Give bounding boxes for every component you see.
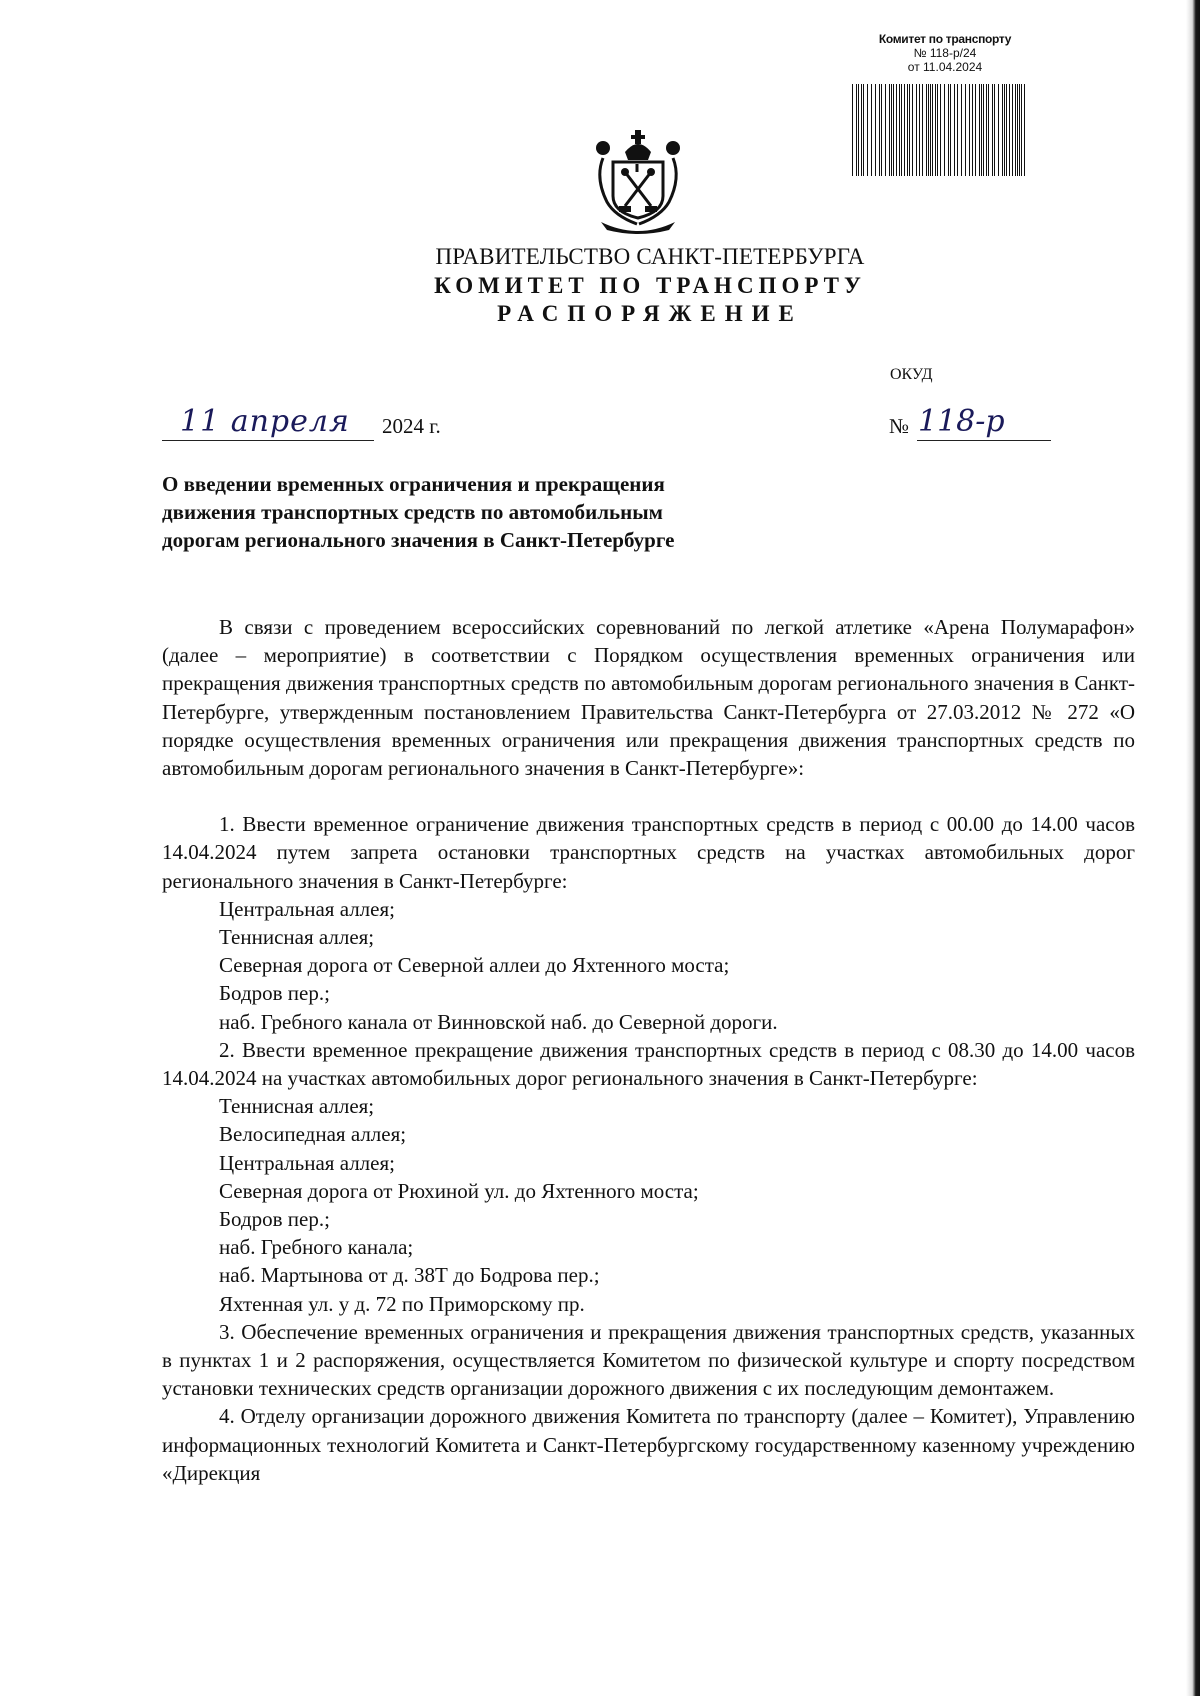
list-item: наб. Гребного канала; xyxy=(219,1235,414,1260)
committee-heading: КОМИТЕТ ПО ТРАНСПОРТУ xyxy=(434,273,866,298)
list-item: Бодров пер.; xyxy=(219,981,330,1006)
item-4-paragraph: 4. Отделу организации дорожного движения Комитета по транспорту (далее – Комитет), Управлению информационных технологий Комитета и Санкт-Петербургскому государственному казенному учреждению «Дирекция xyxy=(162,1404,1135,1485)
stamp-date: от 11.04.2024 xyxy=(907,60,983,74)
list-item: Северная дорога от Северной аллеи до Яхтенного моста; xyxy=(219,953,730,978)
list-item: Яхтенная ул. у д. 72 по Приморскому пр. xyxy=(219,1291,585,1316)
list-item: Центральная аллея; xyxy=(219,1150,395,1175)
preamble-paragraph: В связи с проведением всероссийских соревнований по легкой атлетике «Арена Полумарафон» (далее – мероприятие) в соответствии с Порядком осуществления временных ограничения или прекращения движения транспортных средств по автомобильным дорогам регионального значения в Санкт-Петербурге, утвержденным постановлением Правительства Санкт-Петербурга от 27.03.2012 № 272 «О порядке осуществления временных ограничения или прекращения движения транспортных средств по автомобильным дорогам регионального значения в Санкт-Петербурге»: xyxy=(162,615,1135,781)
handwritten-date: 11 апреля xyxy=(180,404,350,439)
list-item: Теннисная аллея; xyxy=(219,925,375,950)
document-type-heading: РАСПОРЯЖЕНИЕ xyxy=(497,301,803,326)
item-1-road-list xyxy=(162,895,1135,1036)
barcode-icon xyxy=(852,84,1027,176)
okud-label: ОКУД xyxy=(890,366,933,383)
registration-stamp xyxy=(852,32,1038,74)
government-heading: ПРАВИТЕЛЬСТВО САНКТ-ПЕТЕРБУРГА xyxy=(435,244,865,269)
item-2-paragraph: 2. Ввести временное прекращение движения транспортных средств в период с 08.30 до 14.00 часов 14.04.2024 на участках автомобильных дорог регионального значения в Санкт-Петербурге: xyxy=(162,1037,1135,1091)
list-item: наб. Мартынова от д. 38Т до Бодрова пер.; xyxy=(219,1263,600,1288)
coat-of-arms-icon xyxy=(591,122,685,234)
list-item: Велосипедная аллея; xyxy=(219,1122,407,1147)
item-3-paragraph: 3. Обеспечение временных ограничения и прекращения движения транспортных средств, указанных в пунктах 1 и 2 распоряжения, осуществляется Комитетом по физической культуре и спорту посредством установки технических средств организации дорожного движения с их последующим демонтажем. xyxy=(162,1319,1135,1401)
stamp-number: № 118-р/24 xyxy=(913,46,977,60)
list-item: наб. Гребного канала от Винновской наб. до Северной дороги. xyxy=(219,1009,778,1034)
item-2-road-list xyxy=(162,1092,1135,1318)
list-item: Центральная аллея; xyxy=(219,896,395,921)
list-item: Бодров пер.; xyxy=(219,1207,330,1232)
handwritten-number: 118-р xyxy=(918,404,1005,439)
stamp-committee: Комитет по транспорту xyxy=(878,32,1012,46)
list-item: Теннисная аллея; xyxy=(219,1094,375,1119)
document-title: О введении временных ограничения и прекращения движения транспортных средств по автомобильным дорогам регионального значения в Санкт-Петербурге xyxy=(162,472,675,552)
number-label: № xyxy=(889,414,910,438)
item-1-paragraph: 1. Ввести временное ограничение движения транспортных средств в период с 00.00 до 14.00 часов 14.04.2024 путем запрета остановки транспортных средств на участках автомобильных дорог регионального значения в Санкт-Петербурге: xyxy=(162,812,1135,893)
document-body xyxy=(162,613,1135,1487)
year-label: 2024 г. xyxy=(382,414,441,438)
list-item: Северная дорога от Рюхиной ул. до Яхтенного моста; xyxy=(219,1178,699,1203)
